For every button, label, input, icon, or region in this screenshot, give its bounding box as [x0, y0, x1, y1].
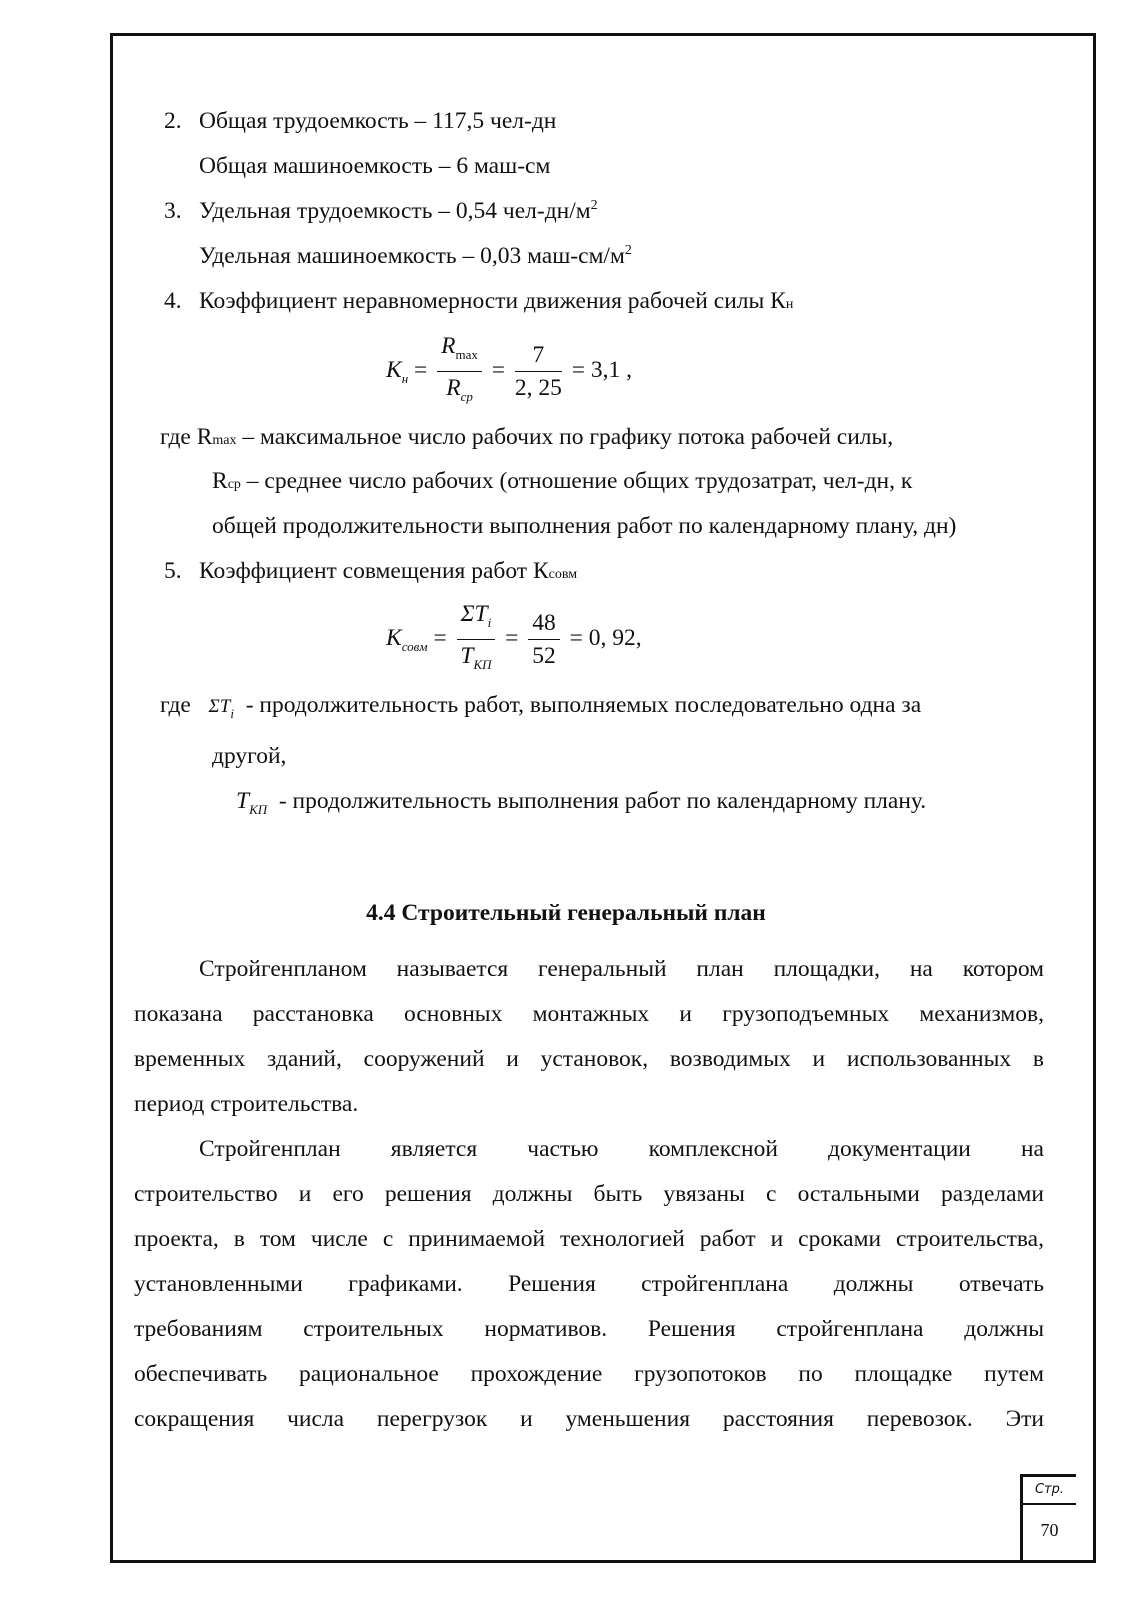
paragraph-line: период строительства.	[134, 1091, 359, 1117]
section-heading: 4.4 Строительный генеральный план	[366, 900, 766, 926]
paragraph-line: временных зданий, сооружений и установок, возводимых и использованных в	[134, 1046, 1044, 1072]
paragraph-line: показана расстановка основных монтажных и грузоподъемных механизмов,	[134, 1001, 1044, 1027]
fraction: $R_{max}$ $R_{ср}$	[437, 332, 482, 411]
item-text: Удельная трудоемкость – 0,54 чел-$дн/м^2$	[199, 198, 598, 224]
page-label: Стр.	[1023, 1477, 1076, 1505]
item-number: 4.	[164, 288, 182, 314]
page-number-stamp	[1020, 1474, 1076, 1560]
paragraph-line: строительство и его решения должны быть увязаны с остальными разделами	[134, 1181, 1044, 1207]
fraction: $\frac{7}{2, 25}$	[514, 342, 562, 401]
definition-line: где $\Sigma T_i$ - продолжительность работ, выполняемых последовательно одна за	[160, 692, 922, 721]
definition-line: $T_{КП}$ - продолжительность выполнения работ по календарному плану.	[236, 788, 927, 817]
item-text: Общая трудоемкость – 117,5 чел-дн	[199, 108, 557, 134]
item-text: Коэффициент совмещения работ Ксовм	[199, 558, 578, 584]
item-number: 5.	[164, 558, 182, 584]
fraction: $\Sigma T_i$ $T_{КП}$	[457, 600, 496, 679]
paragraph	[134, 1127, 1044, 1442]
paragraph-line: установленными графиками. Решения стройгенплана должны отвечать	[134, 1271, 1044, 1297]
page-number: 70	[1040, 1520, 1059, 1540]
item-number: 3.	[164, 198, 182, 224]
item-number: 2.	[164, 108, 182, 134]
definition-line: Rср – среднее число рабочих (отношение общих трудозатрат, чел-дн, к	[212, 468, 913, 494]
paragraph-line: требованиям строительных нормативов. Решения стройгенплана должны	[134, 1316, 1044, 1342]
item-text: Удельная машиноемкость – 0,03 маш-$см/м^2$	[199, 243, 632, 269]
definition-line: другой,	[212, 743, 287, 769]
item-text: Коэффициент неравномерности движения рабочей силы Кн	[199, 288, 794, 314]
fraction: $\frac{48}{52}$	[528, 609, 560, 670]
paragraph-line: Стройгенпланом называется генеральный план площадки, на котором	[199, 956, 1044, 982]
item-text: Общая машиноемкость – 6 маш-см	[199, 153, 551, 179]
paragraph	[134, 947, 1044, 1127]
formula-kn: $K_н$ = $R_{max}$ $R_{ср}$ = $\frac{7}{2, 25}$ = 3,1 ,	[386, 332, 632, 411]
paragraph-line: Стройгенплан является частью комплексной документации на	[199, 1136, 1044, 1162]
paragraph-line: обеспечивать рациональное прохождение грузопотоков по площадке путем	[134, 1361, 1044, 1387]
paragraph-line: проекта, в том числе с принимаемой технологией работ и сроками строительства,	[134, 1226, 1044, 1252]
definition-line: общей продолжительности выполнения работ по календарному плану, дн)	[212, 513, 957, 539]
paragraph-line: сокращения числа перегрузок и уменьшения расстояния перевозок. Эти	[134, 1406, 1044, 1432]
definition-line: где Rmax – максимальное число рабочих по графику потока рабочей силы,	[160, 424, 894, 450]
formula-ksovm: $K_{совм}$ = $\Sigma T_i$ $T_{КП}$ = $\frac{48}{52}$ = 0, 92,	[386, 600, 642, 679]
